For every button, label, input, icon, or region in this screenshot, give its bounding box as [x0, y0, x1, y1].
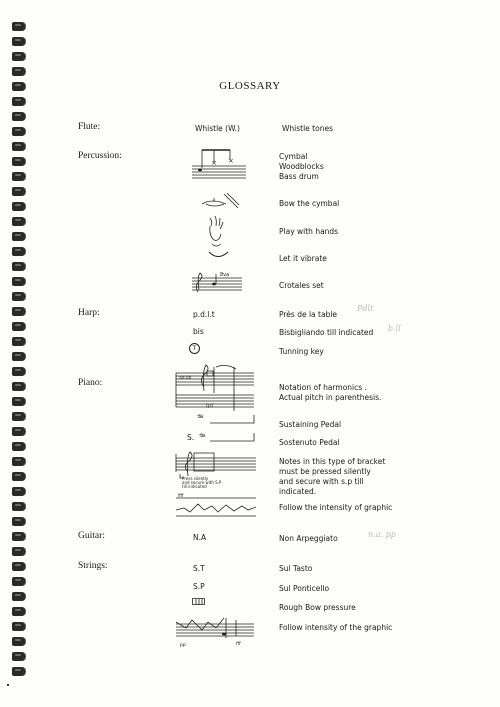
binding-ring — [12, 592, 25, 601]
pencil-annotation-3: n.a. pp — [368, 530, 396, 539]
binding-ring — [12, 337, 25, 346]
pencil-annotation-2: b.ll — [388, 324, 401, 333]
section-piano: Piano: — [78, 378, 103, 388]
sostenuto-pedal-symbol: S. — [187, 433, 195, 442]
piano-harmonics-desc — [279, 383, 381, 403]
cymbal-label: Cymbal — [279, 152, 308, 161]
piano-intensity-graphic — [176, 494, 258, 520]
page-title: GLOSSARY — [219, 80, 281, 92]
guitar-na-desc: Non Arpeggiato — [279, 534, 338, 543]
binding-ring — [12, 457, 25, 466]
tuning-key-icon: T — [189, 343, 200, 354]
binding-ring — [12, 142, 25, 151]
let-vibrate-tie-icon — [208, 250, 230, 260]
spiral-binding — [12, 22, 28, 682]
binding-ring — [12, 352, 25, 361]
binding-ring — [12, 397, 25, 406]
svg-text:pp: pp — [180, 643, 186, 648]
harmonics-line-1: Notation of harmonics . — [279, 383, 367, 392]
binding-ring — [12, 502, 25, 511]
binding-ring — [12, 532, 25, 541]
binding-ring — [12, 127, 25, 136]
binding-ring — [12, 472, 25, 481]
binding-ring — [12, 247, 25, 256]
harp-bis-symbol: bis — [193, 327, 204, 336]
strings-intensity-graphic — [176, 612, 258, 648]
rough-bow-pressure-icon — [192, 598, 206, 606]
crotales-desc: Crotales set — [279, 281, 324, 290]
svg-text:𝆮: 𝆮 — [198, 432, 205, 443]
binding-ring — [12, 112, 25, 121]
binding-ring — [12, 517, 25, 526]
bow-cymbal-icon — [200, 190, 240, 210]
binding-ring — [12, 562, 25, 571]
svg-text:ffff: ffff — [178, 493, 184, 498]
crotales-staff-notation — [192, 270, 244, 294]
binding-ring — [12, 367, 25, 376]
binding-ring — [12, 22, 25, 31]
binding-ring — [12, 187, 25, 196]
silent-notes-bracket-notation — [176, 450, 258, 488]
binding-ring — [12, 637, 25, 646]
piano-harmonics-notation — [176, 363, 256, 411]
strings-st-desc: Sul Tasto — [279, 564, 313, 573]
binding-ring — [12, 202, 25, 211]
percussion-instrument-list — [279, 152, 324, 182]
binding-ring — [12, 412, 25, 421]
harp-tuning-desc: Tunning key — [279, 347, 324, 356]
sustaining-pedal-desc: Sustaining Pedal — [279, 420, 342, 429]
sostenuto-pedal-desc: Sostenuto Pedal — [279, 438, 340, 447]
harp-pdlt-symbol: p.d.l.t — [193, 310, 215, 319]
rough-bow-pressure-desc: Rough Bow pressure — [279, 603, 356, 612]
binding-ring — [12, 67, 25, 76]
binding-ring — [12, 307, 25, 316]
binding-ring — [12, 652, 25, 661]
sostenuto-pedal-line — [198, 430, 258, 444]
svg-text:8va: 8va — [220, 272, 230, 278]
harp-pdlt-desc: Près de la table — [279, 310, 338, 319]
binding-ring — [12, 442, 25, 451]
bass-drum-label: Bass drum — [279, 172, 319, 181]
bow-cymbal-desc: Bow the cymbal — [279, 199, 340, 208]
binding-ring — [12, 232, 25, 241]
strings-intensity-desc: Follow intensity of the graphic — [279, 623, 393, 632]
strings-sp-desc: Sul Ponticello — [279, 584, 330, 593]
bracket-line-1: Notes in this type of bracket — [279, 457, 386, 466]
binding-ring — [12, 547, 25, 556]
pencil-annotation-1: Pdlt — [357, 304, 374, 313]
svg-text:till indicated: till indicated — [182, 484, 207, 489]
silent-notes-desc — [279, 457, 385, 497]
bracket-line-4: indicated. — [279, 487, 317, 496]
svg-text:Press silently: Press silently — [182, 476, 209, 481]
flute-whistle-symbol: Whistle (W.) — [195, 124, 240, 133]
section-flute: Flute: — [78, 122, 101, 132]
binding-ring — [12, 52, 25, 61]
flute-whistle-desc: Whistle tones — [282, 124, 333, 133]
binding-ring — [12, 292, 25, 301]
binding-ring — [12, 97, 25, 106]
bracket-line-2: must be pressed silently — [279, 467, 371, 476]
binding-ring — [12, 262, 25, 271]
percussion-staff-notation — [192, 144, 247, 180]
section-strings: Strings: — [78, 561, 108, 571]
svg-text:𝆮: 𝆮 — [196, 413, 203, 424]
svg-text:×: × — [211, 159, 217, 167]
binding-ring — [12, 667, 25, 676]
play-hands-desc: Play with hands — [279, 227, 339, 236]
binding-ring — [12, 607, 25, 616]
hand-icon — [205, 214, 227, 248]
svg-text:ad.lib: ad.lib — [179, 376, 192, 381]
binding-ring — [12, 277, 25, 286]
binding-ring — [12, 577, 25, 586]
section-guitar: Guitar: — [78, 531, 105, 541]
bracket-line-3: and secure with s.p till — [279, 477, 364, 486]
harp-bis-desc: Bisbigliando till indicated — [279, 328, 374, 337]
binding-ring — [12, 37, 25, 46]
binding-ring — [12, 427, 25, 436]
sustaining-pedal-symbol — [196, 411, 258, 425]
strings-sp-symbol: S.P — [193, 582, 205, 591]
section-percussion: Percussion: — [78, 151, 122, 161]
margin-mark — [7, 684, 9, 686]
binding-ring — [12, 157, 25, 166]
binding-ring — [12, 217, 25, 226]
binding-ring — [12, 487, 25, 496]
let-vibrate-desc: Let it vibrate — [279, 254, 327, 263]
binding-ring — [12, 382, 25, 391]
harmonics-line-2: Actual pitch in parenthesis. — [279, 393, 382, 402]
binding-ring — [12, 622, 25, 631]
binding-ring — [12, 322, 25, 331]
binding-ring — [12, 172, 25, 181]
woodblocks-label: Woodblocks — [279, 162, 324, 171]
guitar-na-symbol: N.A — [193, 533, 207, 542]
strings-st-symbol: S.T — [193, 564, 205, 573]
svg-text:and secure with S.P: and secure with S.P — [182, 480, 222, 485]
svg-text:×: × — [228, 157, 234, 165]
svg-text:(p): (p) — [206, 403, 214, 409]
section-harp: Harp: — [78, 308, 100, 318]
svg-text:fff: fff — [236, 642, 241, 647]
piano-intensity-desc: Follow the intensity of graphic — [279, 503, 393, 512]
